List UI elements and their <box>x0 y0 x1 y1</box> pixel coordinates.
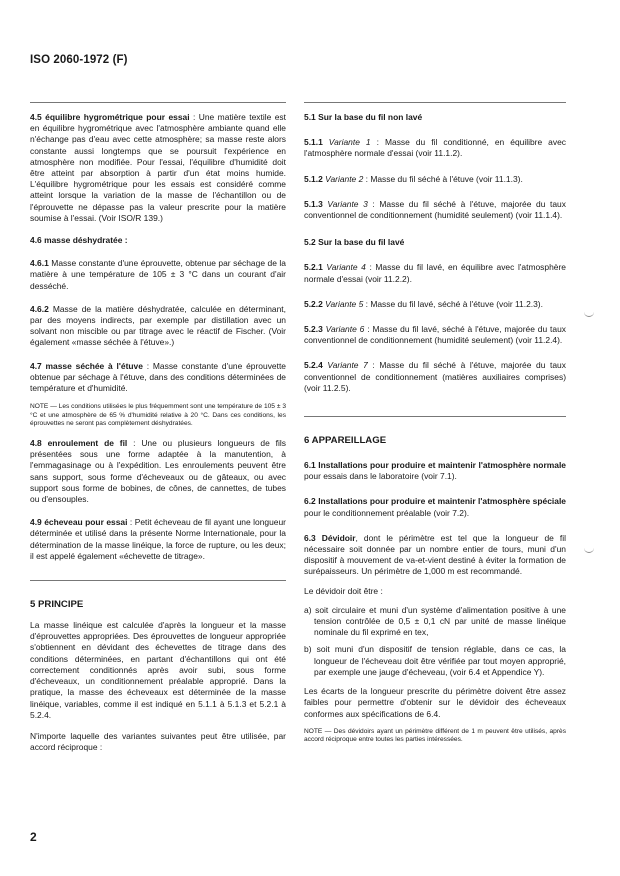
reel-requirements-intro: Le dévidoir doit être : <box>304 585 383 596</box>
variant-5-1-2: 5.1.2 Variante 2 : Masse du fil séché à l'étuve (voir 11.1.3). <box>304 173 523 184</box>
margin-mark <box>584 312 594 317</box>
variant-5-1-1: 5.1.1 Variante 1 : Masse du fil conditionné, en équilibre avec l'atmosphère normale d'essai (voir 11.1.2). <box>304 137 566 159</box>
clause-6-1: 6.1 Installations pour produire et maintenir l'atmosphère normale pour essais dans le laboratoire (voir 7.1). <box>304 460 566 482</box>
variant-5-2-2: 5.2.2 Variante 5 : Masse du fil lavé, séché à l'étuve (voir 11.2.3). <box>304 298 543 309</box>
clause-4-6: 4.6 masse déshydratée : <box>30 235 128 246</box>
clause-4-6-1: 4.6.1 Masse constante d'une éprouvette, obtenue par séchage de la matière à une température de 105 ± 3 °C dans un courant d'air desséché. <box>30 258 286 291</box>
clause-4-6-2: 4.6.2 Masse de la matière déshydratée, calculée en déterminant, par des moyens indirects, par exemple par distillation avec un solvant non miscible ou par titrage avec le réactif de Fischer. (Voir également «masse séchée à l'étuve».) <box>30 303 286 348</box>
clause-4-5: 4.5 équilibre hygrométrique pour essai : Une matière textile est en équilibre hygrométrique avec l'atmosphère ambiante quand elle n'échange pas d'eau avec cette atmosphère; sa masse reste alors constante aussi longtemps que se poursuit l'expérience en atmosphère non modifiée. Pour l'essai, l'équilibre d'humidité doit être atteint par absorption à partir d'un état moins humide. L'équilibre hygrométrique pour les essais est considéré comme atteint lorsque la variation de la masse de l'échantillon ou de l'éprouvette ne dépasse pas la valeur prescrite pour la matière soumise à l'essai. (Voir ISO/R 139.) <box>30 112 286 223</box>
section-6-heading: 6 APPAREILLAGE <box>304 435 387 447</box>
clause-6-3: 6.3 Dévidoir, dont le périmètre est tel que la longueur de fil nécessaire soit donnée par un nombre entier de tours, muni d'un dispositif à mouvement de va-et-vient destiné à éviter la formation de surépaisseurs. Un périmètre de 1,000 m est recommandé. <box>304 532 566 577</box>
heading-5-1: 5.1 Sur la base du fil non lavé <box>304 112 423 122</box>
note-conditions: NOTE — Les conditions utilisées le plus fréquemment sont une température de 105 ± 3 °C et une atmosphère de 65 % d'humidité relative à 20 °C. Dans ces conditions, les éprouvettes ne seront pas complètement déshydratées. <box>30 403 286 428</box>
left-column <box>30 102 286 753</box>
margin-mark <box>584 548 594 553</box>
variant-5-2-1: 5.2.1 Variante 4 : Masse du fil lavé, en équilibre avec l'atmosphère normale d'essai (voir 11.2.2). <box>304 262 566 284</box>
variant-5-1-3: 5.1.3 Variante 3 : Masse du fil séché à l'étuve, majorée du taux conventionnel de conditionnement (humidité seulement) (voir 11.1.4). <box>304 198 566 221</box>
principle-paragraph: La masse linéique est calculée d'après la longueur et la masse d'éprouvettes appropriées. Des éprouvettes de longueur appropriée s'obtiennent en dévidant des échevettes de titrage dans des conditions déterminées, en partant d'échantillons qui ont été correctement conditionnés après avoir subi, sous forme d'écheveaux, un conditionnement préalable approprié. Dans la pratique, la masse des écheveaux est déterminée de la masse linéique, variables, comme il est indiqué en 5.1.1 à 5.1.3 et 5.2.1 à 5.2.4. <box>30 620 286 720</box>
variant-5-2-3: 5.2.3 Variante 6 : Masse du fil lavé, séché à l'étuve, majorée du taux conventionnel de conditionnement (humidité seulement) (voir 11.2.4). <box>304 324 566 346</box>
clause-6-2: 6.2 Installations pour produire et maintenir l'atmosphère spéciale pour le conditionnement préalable (voir 7.2). <box>304 496 566 518</box>
page-number: 2 <box>30 830 37 844</box>
tolerance-paragraph: Les écarts de la longueur prescrite du périmètre doivent être assez faibles pour permettre d'obtenir sur le dévidoir des écheveaux conformes aux spécifications de 6.4. <box>304 686 566 719</box>
document-header: ISO 2060-1972 (F) <box>30 54 128 66</box>
list-item-a: a) soit circulaire et muni d'un système d'alimentation positive à une tension contrôlée de 0,5 ± 0,1 cN par unité de masse linéique nominale du fil exprimé en tex, <box>304 604 566 638</box>
section-rule <box>30 580 286 581</box>
clause-4-8: 4.8 enroulement de fil : Une ou plusieurs longueurs de fils présentées sous une forme adaptée à la manutention, à l'emmagasinage ou à l'expédition. Les enroulements peuvent être sans support, sous forme d'écheveaux ou de gâteaux, ou avec support sous forme de bobines, de cônes, de cannettes, de tubes ou d'ensouples. <box>30 438 286 505</box>
section-5-heading: 5 PRINCIPE <box>30 599 84 611</box>
clause-4-9: 4.9 écheveau pour essai : Petit écheveau de fil ayant une longueur déterminée et utilisé dans la présente Norme Internationale, pour la détermination de la masse linéique, la force de rupture, ou les deux; il est appelé également «échevette de titrage». <box>30 517 286 561</box>
note-reel-perimeter: NOTE — Des dévidoirs ayant un périmètre différent de 1 m peuvent être utilisés, après accord réciproque entre toutes les parties intéressées. <box>304 727 566 744</box>
list-item-b: b) soit muni d'un dispositif de tension réglable, dans ce cas, la longueur de l'écheveau doit être vérifiée par tout moyen approprié, par exemple une jauge d'écheveau, (voir 6.4 et Appendice Y). <box>304 644 566 677</box>
variants-intro: N'importe laquelle des variantes suivantes peut être utilisée, par accord réciproque : <box>30 730 286 753</box>
variant-5-2-4: 5.2.4 Variante 7 : Masse du fil séché à l'étuve, majorée du taux conventionnel de conditionnement (matières auxiliaires comprises) (voir 11.2.5). <box>304 360 566 393</box>
reel-requirements-list <box>304 605 566 678</box>
column-rule <box>304 102 566 103</box>
column-rule <box>30 102 286 103</box>
section-rule <box>304 416 566 417</box>
heading-5-2: 5.2 Sur la base du fil lavé <box>304 237 405 248</box>
clause-4-7: 4.7 masse séchée à l'étuve : Masse constante d'une éprouvette obtenue par séchage à l'étuve, dans des conditions déterminées de température et d'humidité. <box>30 360 286 394</box>
right-column <box>304 102 566 745</box>
